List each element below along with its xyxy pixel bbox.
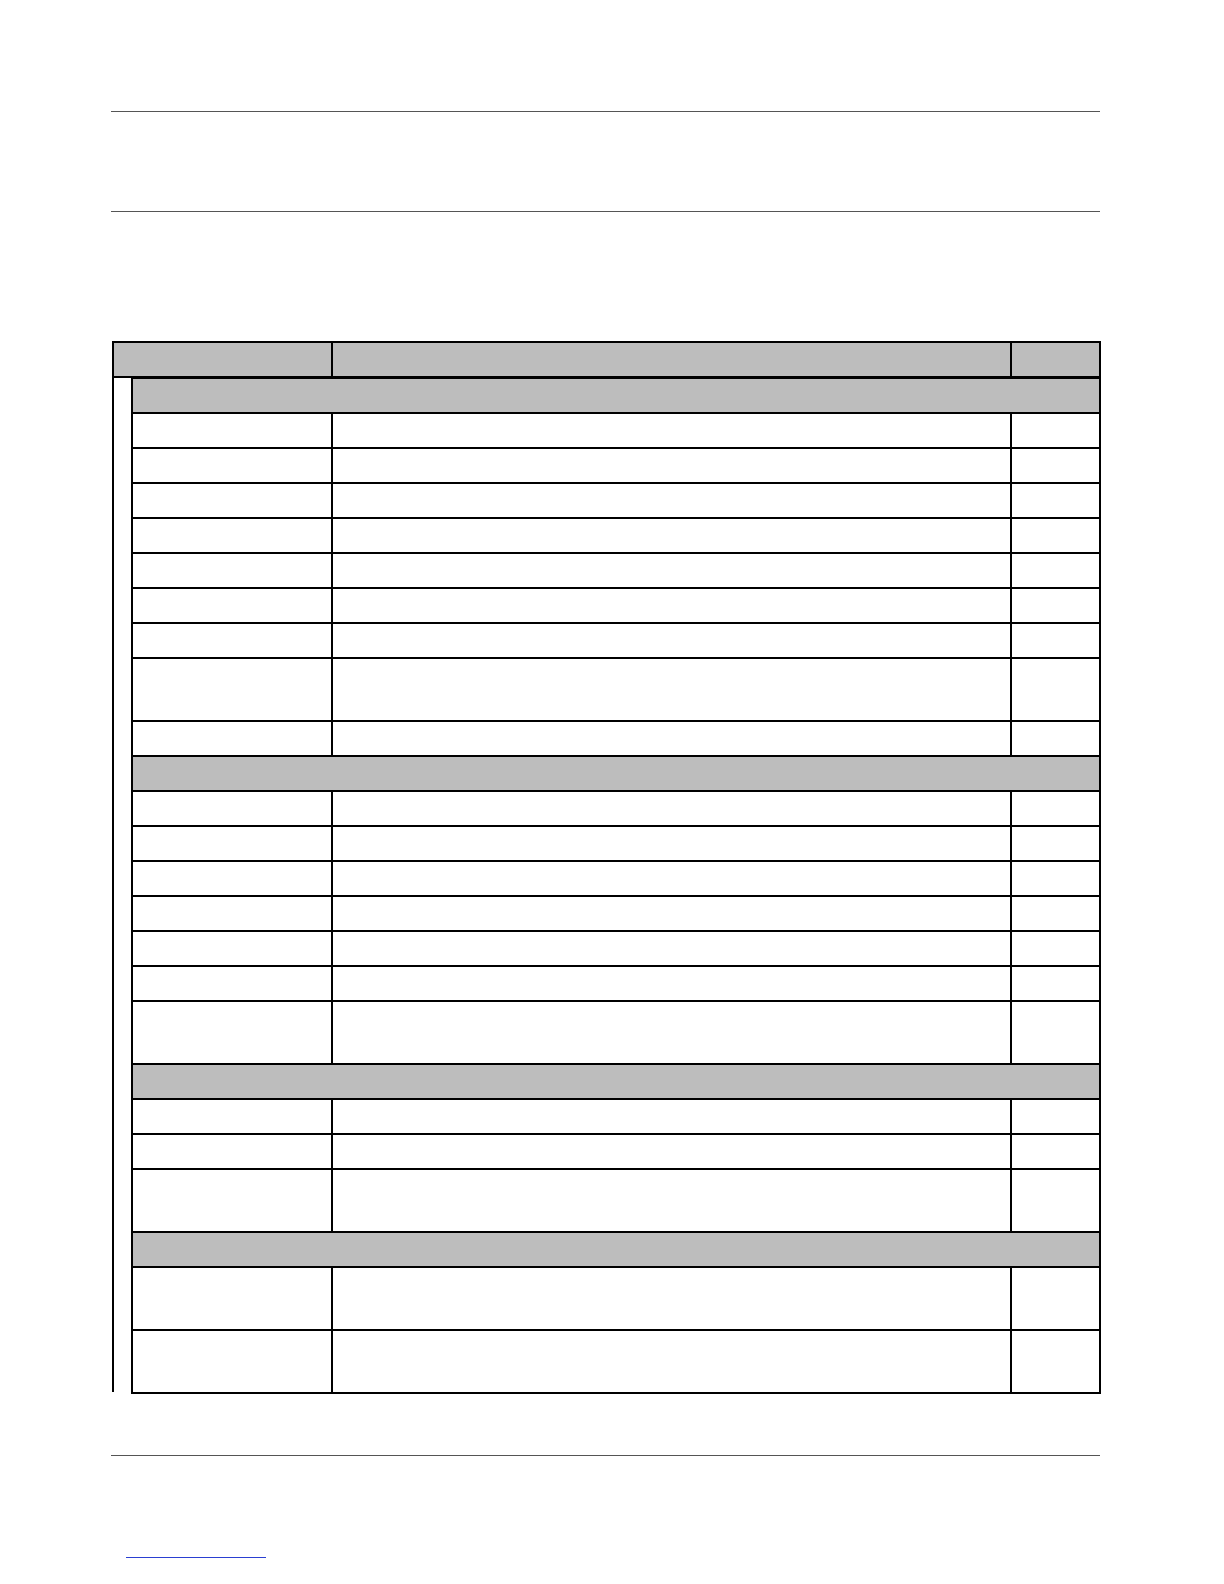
table-row (131, 1329, 1101, 1392)
column-header-1 (112, 341, 333, 378)
section-row (131, 1063, 1101, 1098)
table-cell-1 (131, 930, 333, 967)
table-cell-3 (1010, 1000, 1101, 1065)
table-cell-1 (131, 552, 333, 589)
table-cell-2 (331, 1098, 1012, 1135)
table-cell-3 (1010, 720, 1101, 757)
table-cell-3 (1010, 482, 1101, 519)
table-cell-1 (131, 720, 333, 757)
table-row (131, 587, 1101, 622)
table-cell-3 (1010, 1266, 1101, 1331)
section-label (131, 755, 1101, 792)
table-row (131, 1168, 1101, 1231)
table-cell-3 (1010, 622, 1101, 659)
table-cell-2 (331, 622, 1012, 659)
table-header-row (112, 341, 1101, 377)
table-cell-3 (1010, 965, 1101, 1002)
table-cell-2 (331, 895, 1012, 932)
table-cell-3 (1010, 552, 1101, 589)
table-body (131, 377, 1101, 1392)
table-cell-1 (131, 622, 333, 659)
table-cell-1 (131, 1098, 333, 1135)
table-cell-2 (331, 657, 1012, 722)
table-cell-2 (331, 1329, 1012, 1394)
table-row (131, 965, 1101, 1000)
table-row (131, 825, 1101, 860)
table-row (131, 860, 1101, 895)
top-rule (111, 111, 1100, 112)
table-cell-2 (331, 1133, 1012, 1170)
column-header-2 (331, 341, 1012, 378)
table-row (131, 552, 1101, 587)
header-bottom-rule (111, 211, 1100, 212)
table-cell-2 (331, 965, 1012, 1002)
section-row (131, 377, 1101, 412)
table-cell-1 (131, 517, 333, 554)
table-cell-1 (131, 412, 333, 449)
table-cell-2 (331, 1168, 1012, 1233)
table-row (131, 1133, 1101, 1168)
table-cell-3 (1010, 930, 1101, 967)
table-cell-3 (1010, 790, 1101, 827)
table-cell-1 (131, 790, 333, 827)
table-cell-2 (331, 587, 1012, 624)
table-cell-3 (1010, 587, 1101, 624)
table-cell-2 (331, 482, 1012, 519)
table-cell-2 (331, 1000, 1012, 1065)
table-cell-1 (131, 1133, 333, 1170)
table-cell-3 (1010, 860, 1101, 897)
table-cell-2 (331, 720, 1012, 757)
table-cell-1 (131, 895, 333, 932)
table-cell-2 (331, 412, 1012, 449)
data-table (112, 341, 1101, 1393)
table-row (131, 517, 1101, 552)
table-cell-2 (331, 930, 1012, 967)
table-cell-2 (331, 517, 1012, 554)
table-row (131, 1000, 1101, 1063)
table-cell-1 (131, 825, 333, 862)
table-cell-2 (331, 825, 1012, 862)
table-cell-3 (1010, 517, 1101, 554)
table-cell-1 (131, 1266, 333, 1331)
table-row (131, 482, 1101, 517)
table-row (131, 622, 1101, 657)
table-cell-3 (1010, 1168, 1101, 1233)
table-cell-3 (1010, 447, 1101, 484)
section-label (131, 377, 1101, 414)
footer-link[interactable] (126, 1557, 266, 1558)
table-row (131, 447, 1101, 482)
table-cell-1 (131, 1329, 333, 1394)
table-cell-3 (1010, 825, 1101, 862)
table-cell-1 (131, 860, 333, 897)
table-row (131, 412, 1101, 447)
section-row (131, 1231, 1101, 1266)
section-label (131, 1231, 1101, 1268)
table-cell-1 (131, 1168, 333, 1233)
table-cell-2 (331, 860, 1012, 897)
table-cell-3 (1010, 1133, 1101, 1170)
table-cell-1 (131, 447, 333, 484)
table-row (131, 657, 1101, 720)
table-row (131, 930, 1101, 965)
table-row (131, 1098, 1101, 1133)
table-cell-2 (331, 552, 1012, 589)
table-row (131, 1266, 1101, 1329)
table-cell-3 (1010, 1329, 1101, 1394)
table-cell-3 (1010, 1098, 1101, 1135)
table-cell-3 (1010, 657, 1101, 722)
table-cell-3 (1010, 412, 1101, 449)
table-left-bar (112, 377, 114, 1392)
footer-rule (111, 1455, 1100, 1456)
table-row (131, 895, 1101, 930)
section-label (131, 1063, 1101, 1100)
table-row (131, 790, 1101, 825)
section-row (131, 755, 1101, 790)
table-cell-1 (131, 965, 333, 1002)
table-cell-2 (331, 790, 1012, 827)
table-cell-3 (1010, 895, 1101, 932)
table-cell-1 (131, 657, 333, 722)
column-header-3 (1010, 341, 1101, 378)
table-cell-2 (331, 1266, 1012, 1331)
table-cell-1 (131, 1000, 333, 1065)
table-row (131, 720, 1101, 755)
table-cell-1 (131, 482, 333, 519)
table-cell-2 (331, 447, 1012, 484)
table-cell-1 (131, 587, 333, 624)
